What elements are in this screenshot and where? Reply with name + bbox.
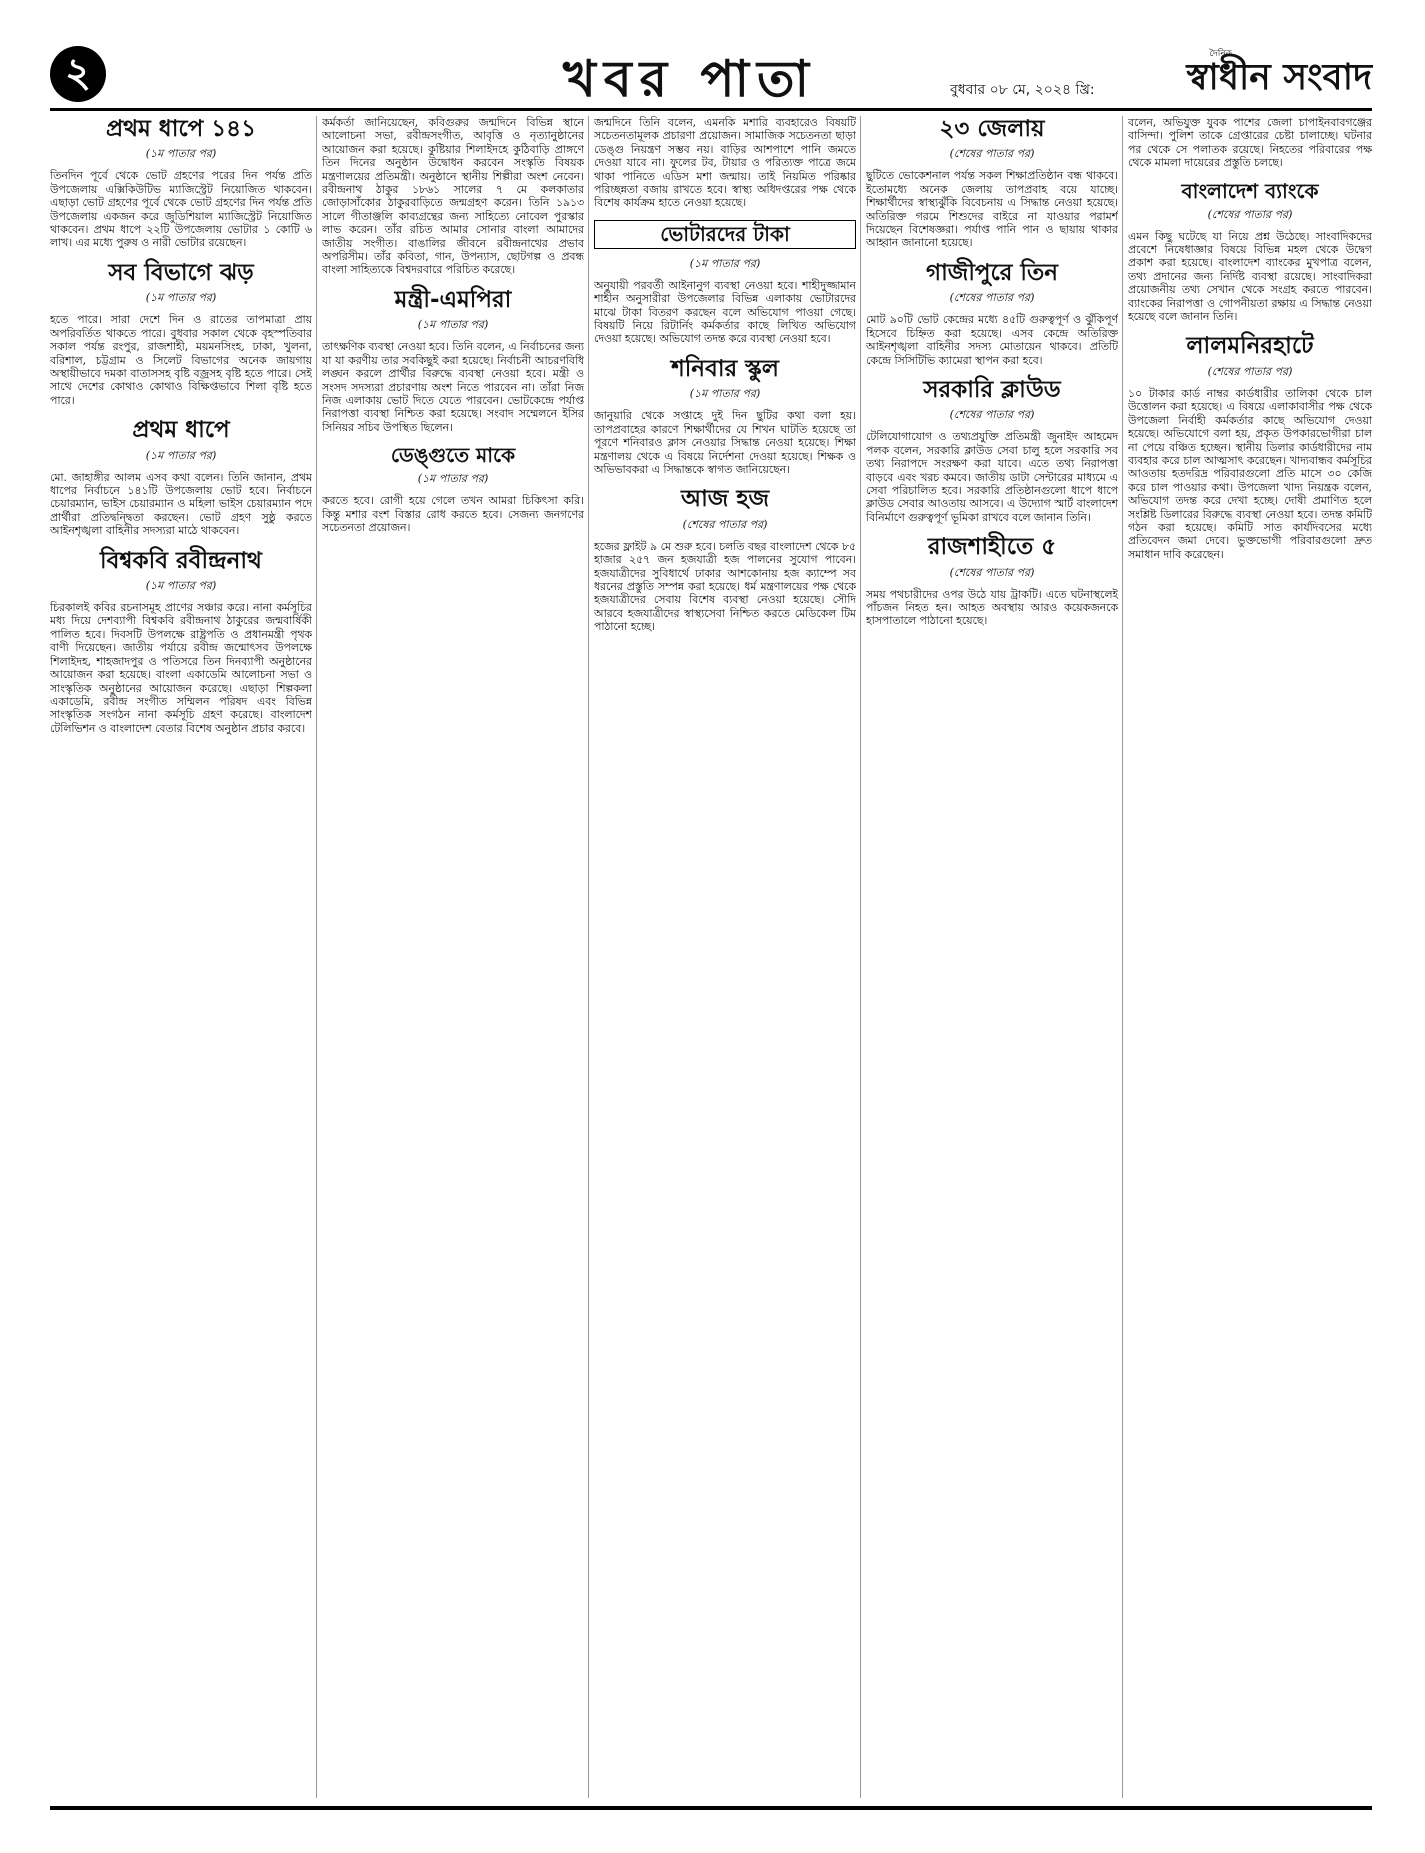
column-divider	[860, 116, 861, 1798]
story	[594, 486, 856, 633]
story	[322, 444, 584, 534]
column-1	[50, 116, 312, 1798]
story	[50, 260, 312, 407]
story	[1128, 333, 1372, 561]
story-body: হতে পারে। সারা দেশে দিন ও রাতের তাপমাত্রা প্রায় অপরিবর্তিত থাকতে পারে। বুধবার সকাল থেকে বৃহস্পতিবার সকাল পর্যন্ত রংপুর, রাজশাহী, ময়মনসিংহ, ঢাকা, খুলনা, বরিশাল, চট্টগ্রাম ও সিলেট বিভাগের অনেক জায়গায় অস্থায়ীভাবে দমকা বাতাসসহ বৃষ্টি বজ্রসহ বৃষ্টি হতে পারে। সেই সাথে দেশের কোথাও কোথাও বিক্ষিপ্তভাবে শিলা বৃষ্টি হতে পারে।	[50, 313, 312, 407]
story-body: চিরকালই কবির রচনাসমূহ প্রাণের সঞ্চার করে। নানা কর্মসূচির মধ্য দিয়ে দেশব্যাপী বিশ্বকবি রবীন্দ্রনাথ ঠাকুরের জন্মবার্ষিকী পালিত হবে। দিবসটি উপলক্ষে রাষ্ট্রপতি ও প্রধানমন্ত্রী পৃথক বাণী দিয়েছেন। জাতীয় পর্যায়ে রবীন্দ্র জন্মোৎসব উপলক্ষে শিলাইদহ, শাহজাদপুর ও পতিসরে তিন দিনব্যাপী অনুষ্ঠানের আয়োজন করা হয়েছে। বাংলা একাডেমি আলোচনা সভা ও সাংস্কৃতিক অনুষ্ঠানের আয়োজন করেছে। এছাড়া শিল্পকলা একাডেমি, রবীন্দ্র সংগীত সম্মিলন পরিষদ এবং বিভিন্ন সাংস্কৃতিক সংগঠন নানা কর্মসূচি গ্রহণ করেছে। বাংলাদেশ টেলিভিশন ও বাংলাদেশ বেতার বিশেষ অনুষ্ঠান প্রচার করবে।	[50, 601, 312, 735]
story-jump: (শেষের পাতার পর)	[1207, 364, 1293, 378]
story	[50, 417, 312, 537]
story-body: সময় পথচারীদের ওপর উঠে যায় ট্রাকটি। এতে ঘটনাস্থলেই পাঁচজন নিহত হন। আহত অবস্থায় আরও কয়েকজনকে হাসপাতালে পাঠানো হয়েছে।	[866, 587, 1118, 628]
story-jump: (শেষের পাতার পর)	[1207, 207, 1293, 221]
story-body: অনুযায়ী পরবর্তী আইনানুগ ব্যবস্থা নেওয়া হবে। শাহীদুজ্জামান শাহীন অনুসারীরা উপজেলার বিভিন্ন এলাকায় ভোটারদের মাঝে টাকা বিতরণ করছেন বলে অভিযোগ পাওয়া গেছে। বিষয়টি নিয়ে রিটার্নিং কর্মকর্তার কাছে লিখিত অভিযোগ দেওয়া হয়েছে। অভিযোগ তদন্ত করে ব্যবস্থা নেওয়া হবে।	[594, 278, 856, 346]
story-headline: রাজশাহীতে ৫	[927, 534, 1057, 561]
story-headline: সব বিভাগে ঝড়	[108, 259, 254, 286]
story-headline: প্রথম ধাপে	[132, 417, 230, 444]
story-headline: গাজীপুরে তিন	[926, 259, 1058, 286]
story-headline: শনিবার স্কুল	[671, 355, 779, 382]
story-body: ছুটিতে ভোকেশনাল পর্যন্ত সকল শিক্ষাপ্রতিষ্ঠান বন্ধ থাকবে। ইতোমধ্যে অনেক জেলায় তাপপ্রবাহ বয়ে যাচ্ছে। শিক্ষার্থীদের স্বাস্থ্যঝুঁকি বিবেচনায় এ সিদ্ধান্ত নেওয়া হয়েছে। অতিরিক্ত গরমে শিশুদের বাইরে না যাওয়ার পরামর্শ দিয়েছেন বিশেষজ্ঞরা। পর্যাপ্ত পানি পান ও ছায়ায় থাকার আহ্বান জানানো হয়েছে।	[866, 169, 1118, 250]
column-divider	[588, 116, 589, 1798]
story	[594, 220, 856, 346]
story-jump: (১ম পাতার পর)	[145, 579, 217, 593]
story-body: ১০ টাকার কার্ড নাম্বর কার্ডধারীর তালিকা থেকে চাল উত্তোলন করা হয়েছে। এ বিষয়ে এলাকাবাসীর পক্ষ থেকে উপজেলা নির্বাহী কর্মকর্তার কাছে অভিযোগ দেওয়া হয়েছে। অভিযোগে বলা হয়, প্রকৃত উপকারভোগীরা চাল না পেয়ে বঞ্চিত হচ্ছেন। স্থানীয় ডিলার কার্ডধারীদের নাম ব্যবহার করে চাল আত্মসাৎ করেছেন। খাদ্যবান্ধব কর্মসূচির আওতায় হতদরিদ্র পরিবারগুলো প্রতি মাসে ৩০ কেজি করে চাল পাওয়ার কথা। উপজেলা খাদ্য নিয়ন্ত্রক বলেন, অভিযোগ তদন্ত করে দেখা হচ্ছে। দোষী প্রমাণিত হলে সংশ্লিষ্ট ডিলারের বিরুদ্ধে ব্যবস্থা নেওয়া হবে। তদন্ত কমিটি গঠন করা হয়েছে। কমিটি সাত কার্যদিবসের মধ্যে প্রতিবেদন জমা দেবে। ভুক্তভোগী পরিবারগুলো দ্রুত সমাধান দাবি করেছেন।	[1128, 386, 1372, 561]
story	[1128, 116, 1372, 170]
story-body: জানুয়ারি থেকে সপ্তাহে দুই দিন ছুটির কথা বলা হয়। তাপপ্রবাহের কারণে শিক্ষার্থীদের যে শিখন ঘাটতি হয়েছে তা পূরণে শনিবারও ক্লাস নেওয়ার সিদ্ধান্ত নেওয়া হয়েছে। শিক্ষা মন্ত্রণালয় থেকে এ বিষয়ে নির্দেশনা দেওয়া হয়েছে। শিক্ষক ও অভিভাবকরা এ সিদ্ধান্তকে স্বাগত জানিয়েছেন।	[594, 409, 856, 476]
story-jump: (১ম পাতার পর)	[417, 472, 489, 486]
story	[866, 377, 1118, 524]
date-line: বুধবার ০৮ মে, ২০২৪ খ্রি:	[950, 82, 1095, 98]
page-number: ২	[50, 46, 106, 102]
story	[866, 116, 1118, 250]
story-headline: লালমনিরহাটে	[1186, 333, 1314, 360]
story-headline: সরকারি ক্লাউড	[923, 376, 1061, 403]
story-jump: (১ম পাতার পর)	[689, 256, 761, 270]
paper-tag: দৈনিক	[1209, 49, 1232, 59]
story-headline: আজ হজ	[680, 486, 770, 513]
column-5	[1128, 116, 1372, 1798]
masthead-rule	[50, 108, 1372, 111]
story-body: মো. জাহাঙ্গীর আলম এসব কথা বলেন। তিনি জানান, প্রথম ধাপের নির্বাচনে ১৪১টি উপজেলায় ভোট হবে। নির্বাচনে চেয়ারম্যান, ভাইস চেয়ারম্যান ও মহিলা ভাইস চেয়ারম্যান পদে প্রার্থীরা প্রতিদ্বন্দ্বিতা করছেন। ভোট গ্রহণ সুষ্ঠু করতে আইনশৃঙ্খলা বাহিনীর সদস্যরা মাঠে থাকবেন।	[50, 470, 312, 538]
footer-rule	[50, 1806, 1372, 1810]
story-headline: প্রথম ধাপে ১৪১	[105, 116, 257, 142]
story	[1128, 180, 1372, 324]
masthead	[50, 46, 1372, 110]
story-jump: (১ম পাতার পর)	[145, 448, 217, 462]
story-jump: (শেষের পাতার পর)	[949, 147, 1035, 161]
story-headline: মন্ত্রী-এমপিরা	[394, 286, 512, 313]
story	[322, 287, 584, 434]
story-body: জন্মদিনে তিনি বলেন, এমনকি মশারি ব্যবহারেও বিষয়টি সচেতনতামূলক প্রচারণা প্রয়োজন। সামাজিক সচেতনতা ছাড়া ডেঙ্গু নিয়ন্ত্রণ সম্ভব নয়। বাড়ির আশপাশে পানি জমতে দেওয়া যাবে না। ফুলের টব, টায়ার ও পরিত্যক্ত পাত্রে জমে থাকা পানিতে এডিস মশা জন্মায়। তাই নিয়মিত পরিষ্কার পরিচ্ছন্নতা বজায় রাখতে হবে। স্বাস্থ্য অধিদপ্তরের পক্ষ থেকে বিশেষ কার্যক্রম হাতে নেওয়া হয়েছে।	[594, 116, 856, 210]
story	[866, 260, 1118, 367]
story-jump: (১ম পাতার পর)	[145, 147, 217, 161]
story	[50, 116, 312, 250]
story-jump: (শেষের পাতার পর)	[949, 291, 1035, 305]
story-body: মোট ৯০টি ভোট কেন্দ্রের মধ্যে ৪৫টি গুরুত্বপূর্ণ ও ঝুঁকিপূর্ণ হিসেবে চিহ্নিত করা হয়েছে। এসব কেন্দ্রে অতিরিক্ত আইনশৃঙ্খলা বাহিনীর সদস্য মোতায়েন থাকবে। প্রতিটি কেন্দ্রে সিসিটিভি ক্যামেরা স্থাপন করা হবে।	[866, 313, 1118, 367]
story-body: এমন কিছু ঘটেছে যা নিয়ে প্রশ্ন উঠেছে। সাংবাদিকদের প্রবেশে নিষেধাজ্ঞার বিষয়ে বিভিন্ন মহল থেকে উদ্বেগ প্রকাশ করা হয়েছে। বাংলাদেশ ব্যাংকের মুখপাত্র বলেন, তথ্য প্রদানের জন্য নির্দিষ্ট ব্যবস্থা রয়েছে। সাংবাদিকরা প্রয়োজনীয় তথ্য সেখান থেকে সংগ্রহ করতে পারবেন। ব্যাংকের নিরাপত্তা ও গোপনীয়তা রক্ষায় এ সিদ্ধান্ত নেওয়া হয়েছে বলে জানান তিনি।	[1128, 229, 1372, 324]
story-headline: বিশ্বকবি রবীন্দ্রনাথ	[100, 547, 262, 574]
story	[594, 356, 856, 476]
story-body: বলেন, অভিযুক্ত যুবক পাশের জেলা চাপাইনবাবগঞ্জের বাসিন্দা। পুলিশ তাকে গ্রেপ্তারের চেষ্টা চালাচ্ছে। ঘটনার পর থেকে সে পলাতক রয়েছে। নিহতের পরিবারের পক্ষ থেকে মামলা দায়েরের প্রস্তুতি চলছে।	[1128, 116, 1372, 170]
column-divider	[316, 116, 317, 1798]
story-body: টেলিযোগাযোগ ও তথ্যপ্রযুক্তি প্রতিমন্ত্রী জুনাইদ আহমেদ পলক বলেন, সরকারি ক্লাউড সেবা চালু হলে সরকারি সব তথ্য নিরাপদে সংরক্ষণ করা যাবে। এতে তথ্য নিরাপত্তা বাড়বে এবং খরচ কমবে। জাতীয় ডাটা সেন্টারের মাধ্যমে এ সেবা পরিচালিত হবে। সরকারি প্রতিষ্ঠানগুলো ধাপে ধাপে ক্লাউড সেবার আওতায় আসবে। এ উদ্যোগ স্মার্ট বাংলাদেশ বিনির্মাণে গুরুত্বপূর্ণ ভূমিকা রাখবে বলে জানান তিনি।	[866, 430, 1118, 524]
story-jump: (১ম পাতার পর)	[689, 387, 761, 401]
story	[322, 116, 584, 277]
story-body: হজের ফ্লাইট ৯ মে শুরু হবে। চলতি বছর বাংলাদেশ থেকে ৮৫ হাজার ২৫৭ জন হজযাত্রী হজ পালনের সুযোগ পাবেন। হজযাত্রীদের সুবিধার্থে ঢাকার আশকোনায় হজ ক্যাম্পে সব ধরনের প্রস্তুতি সম্পন্ন করা হয়েছে। ধর্ম মন্ত্রণালয়ের পক্ষ থেকে হজযাত্রীদের সেবায় বিশেষ ব্যবস্থা নেওয়া হয়েছে। সৌদি আরবে হজযাত্রীদের স্বাস্থ্যসেবা নিশ্চিত করতে মেডিকেল টিম পাঠানো হচ্ছে।	[594, 539, 856, 634]
story-headline: ভোটারদের টাকা	[594, 220, 856, 249]
column-2	[322, 116, 584, 1798]
story-jump: (১ম পাতার পর)	[145, 291, 217, 305]
paper-name: স্বাধীন সংবাদ	[1186, 57, 1372, 98]
story-body: করতে হবে। রোগী হয়ে গেলে তখন আমরা চিকিৎসা করি। কিন্তু মশার বংশ বিস্তার রোধ করতে হবে। সেজন্য জনগণের সচেতনতা প্রয়োজন।	[322, 494, 584, 534]
story	[866, 534, 1118, 628]
column-4	[866, 116, 1118, 1798]
story-headline: ডেঙ্গুতে মাকে	[390, 443, 516, 468]
story	[594, 116, 856, 210]
column-3	[594, 116, 856, 1798]
story	[50, 548, 312, 736]
story-headline: বাংলাদেশ ব্যাংকে	[1181, 178, 1319, 203]
story-body: তিনদিন পূর্বে থেকে ভোট গ্রহণের পরের দিন পর্যন্ত প্রতি উপজেলায় এক্সিকিউটিভ ম্যাজিস্ট্রেট নিয়োজিত থাকবেন। এছাড়া ভোট গ্রহণের পূর্বে থেকে ভোট গ্রহণের দিন পর্যন্ত প্রতি উপজেলায় একজন করে জুডিশিয়াল ম্যাজিস্ট্রেট নিয়োজিত থাকবেন। প্রথম ধাপে ২২টি উপজেলায় ভোটার ১ কোটি ৬ লাখ। এর মধ্যে পুরুষ ও নারী ভোটার রয়েছেন।	[50, 169, 312, 250]
story-jump: (১ম পাতার পর)	[417, 318, 489, 332]
column-divider	[1122, 116, 1123, 1798]
story-jump: (শেষের পাতার পর)	[949, 408, 1035, 422]
story-jump: (শেষের পাতার পর)	[682, 517, 768, 531]
story-headline: ২৩ জেলায়	[939, 116, 1045, 142]
story-body: কর্মকর্তা জানিয়েছেন, কবিগুরুর জন্মদিনে বিভিন্ন স্থানে আলোচনা সভা, রবীন্দ্রসংগীত, আবৃত্তি ও নৃত্যানুষ্ঠানের আয়োজন করা হয়েছে। কুষ্টিয়ার শিলাইদহে কুঠিবাড়ি প্রাঙ্গণে তিন দিনের অনুষ্ঠান উদ্বোধন করবেন সংস্কৃতি বিষয়ক মন্ত্রণালয়ের প্রতিমন্ত্রী। অনুষ্ঠানে স্থানীয় শিল্পীরা অংশ নেবেন। রবীন্দ্রনাথ ঠাকুর ১৮৬১ সালের ৭ মে কলকাতার জোড়াসাঁকোর ঠাকুরবাড়িতে জন্মগ্রহণ করেন। তিনি ১৯১৩ সালে গীতাঞ্জলি কাব্যগ্রন্থের জন্য সাহিত্যে নোবেল পুরস্কার লাভ করেন। তাঁর রচিত আমার সোনার বাংলা আমাদের জাতীয় সংগীত। বাঙালির জীবনে রবীন্দ্রনাথের প্রভাব অপরিসীম। তাঁর কবিতা, গান, উপন্যাস, ছোটগল্প ও প্রবন্ধ বাংলা সাহিত্যকে বিশ্বদরবারে পরিচিত করেছে।	[322, 116, 584, 277]
story-jump: (শেষের পাতার পর)	[949, 565, 1035, 579]
section-title: খবর পাতা	[562, 50, 818, 108]
story-body: তাৎক্ষণিক ব্যবস্থা নেওয়া হবে। তিনি বলেন, এ নির্বাচনের জন্য যা যা করণীয় তার সবকিছুই করা হয়েছে। নির্বাচনী আচরণবিধি লঙ্ঘন করলে প্রার্থীর বিরুদ্ধে ব্যবস্থা নেওয়া হবে। মন্ত্রী ও সংসদ সদস্যরা প্রচারণায় অংশ নিতে পারবেন না। তাঁরা নিজ নিজ এলাকায় ভোট দিতে যেতে পারবেন। ভোটকেন্দ্রে পর্যাপ্ত নিরাপত্তা ব্যবস্থা নিশ্চিত করা হয়েছে। সংবাদ সম্মেলনে ইসির সিনিয়র সচিব উপস্থিত ছিলেন।	[322, 340, 584, 434]
